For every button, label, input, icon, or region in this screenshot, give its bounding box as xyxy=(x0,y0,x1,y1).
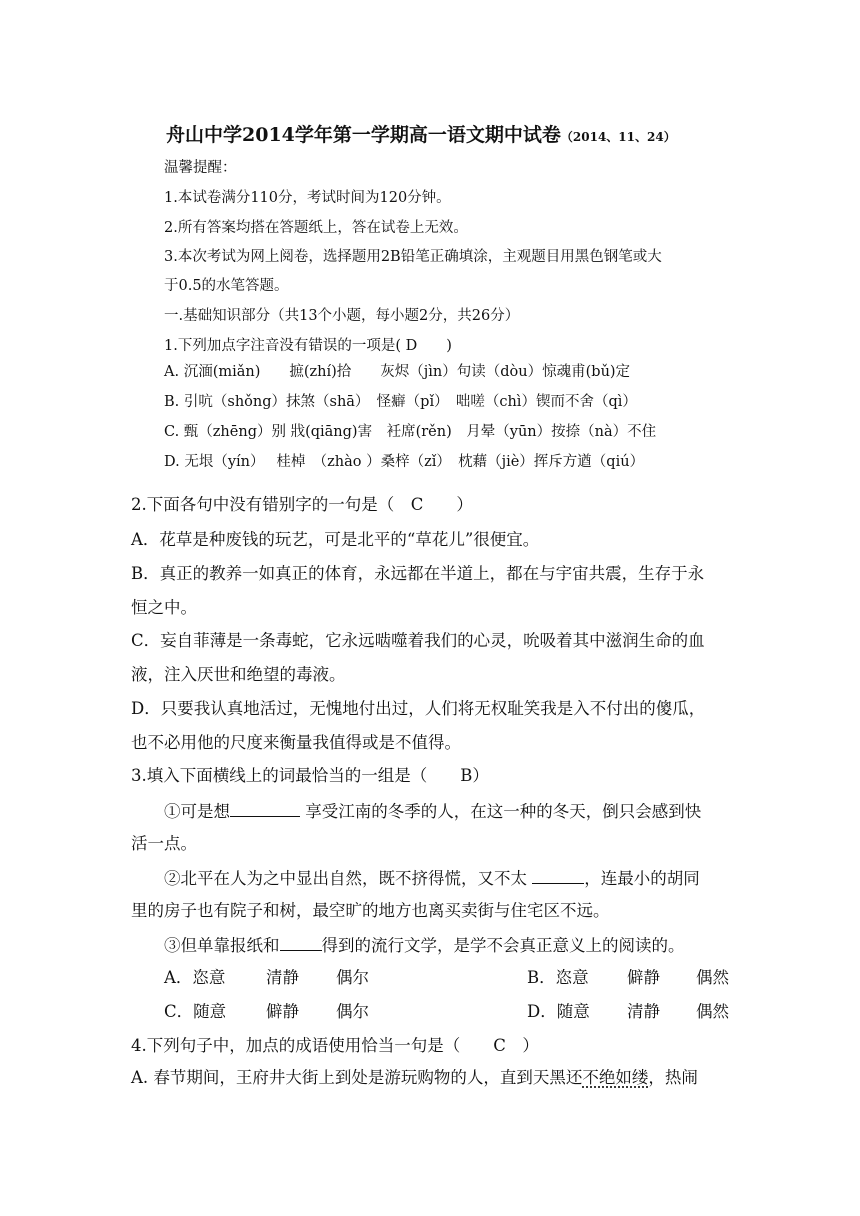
choice-b-word-2: 僻静 xyxy=(627,968,660,987)
notice-item: 1.本试卷满分110分，考试时间为120分钟。 xyxy=(164,190,451,206)
question-2-option-b: B．真正的教养一如真正的体育，永远都在半道上，都在与宇宙共震，生存于永 xyxy=(131,564,705,583)
question-1-option-d: D. 无垠（yín） 桂棹 （zhào ）桑梓（zǐ） 枕藉（jiè）挥斥方遒（qiú） xyxy=(164,454,645,470)
question-3-choice-a: A．恣意 xyxy=(164,968,226,987)
question-1-option-b: B. 引吭（shǒng）抹煞（shā） 怪癖（pǐ） 咄嗟（chì）锲而不舍（qì） xyxy=(164,394,637,410)
fill-blank[interactable] xyxy=(230,801,300,817)
notice-item: 2.所有答案均搭在答题纸上，答在试卷上无效。 xyxy=(164,220,468,236)
question-4-stem: 4.下列句子中，加点的成语使用恰当一句是（ C ） xyxy=(131,1036,539,1055)
question-3-choice-b: B．恣意 xyxy=(527,968,589,987)
question-1-option-c: C. 甄（zhēng）别 戕(qiāng)害 衽席(rěn) 月晕（yūn）按捺（nà）不住 xyxy=(164,424,657,440)
question-1-stem: 1.下列加点字注音没有错误的一项是( D ) xyxy=(164,338,452,354)
notice-heading: 温馨提醒： xyxy=(164,160,237,176)
question-3-sentence-3: ③但单靠报纸和 得到的流行文学，是学不会真正意义上的阅读的。 xyxy=(164,936,685,955)
exam-date: （2014、11、24） xyxy=(560,130,676,144)
question-2-option-c: C．妄自菲薄是一条毒蛇，它永远啮噬着我们的心灵，吮吸着其中滋润生命的血 xyxy=(131,631,705,650)
choice-b-word-3: 偶然 xyxy=(696,968,729,987)
question-4-option-a: A. 春节期间，王府井大街上到处是游玩购物的人，直到天黑还不绝如缕，热闹 xyxy=(131,1068,698,1087)
question-2-option-b-cont: 恒之中。 xyxy=(131,598,197,617)
question-3-sentence-1-cont: 活一点。 xyxy=(131,834,197,853)
choice-c-word-3: 偶尔 xyxy=(336,1002,369,1021)
question-3-sentence-2-cont: 里的房子也有院子和树，最空旷的地方也离买卖街与住宅区不远。 xyxy=(131,901,610,920)
choice-c-word-2: 僻静 xyxy=(266,1002,299,1021)
choice-a-word-3: 偶尔 xyxy=(336,968,369,987)
notice-item: 3.本次考试为网上阅卷，选择题用2B铅笔正确填涂，主观题目用黑色钢笔或大 xyxy=(164,249,662,265)
question-3-sentence-2: ②北平在人为之中显出自然，既不挤得慌，又不太 ，连最小的胡同 xyxy=(164,869,700,888)
question-1-option-a: A. 沉湎(miǎn) 摭(zhí)拾 灰烬（jìn）句读（dòu）惊魂甫(bǔ)定 xyxy=(164,364,631,380)
fill-blank[interactable] xyxy=(532,868,584,884)
question-3-choice-d: D．随意 xyxy=(527,1002,590,1021)
section-heading: 一.基础知识部分（共13个小题，每小题2分，共26分） xyxy=(164,308,520,324)
fill-blank[interactable] xyxy=(280,935,322,951)
question-3-stem: 3.填入下面横线上的词最恰当的一组是（ B） xyxy=(131,766,489,785)
page-title xyxy=(166,125,676,147)
dotted-idiom: 不绝如缕 xyxy=(582,1068,649,1087)
question-2-option-d: D．只要我认真地活过，无愧地付出过，人们将无权耻笑我是入不付出的傻瓜， xyxy=(131,699,706,718)
question-2-option-d-cont: 也不必用他的尺度来衡量我值得或是不值得。 xyxy=(131,733,461,752)
choice-a-word-2: 清静 xyxy=(266,968,299,987)
notice-item: 于0.5的水笔答题。 xyxy=(164,278,289,294)
question-2-stem: 2.下面各句中没有错别字的一句是（ C ） xyxy=(131,495,473,514)
choice-d-word-3: 偶然 xyxy=(696,1002,729,1021)
exam-title: 舟山中学2014学年第一学期高一语文期中试卷 xyxy=(166,124,561,146)
question-2-option-c-cont: 液，注入厌世和绝望的毒液。 xyxy=(131,665,346,684)
question-3-sentence-1: ①可是想 享受江南的冬季的人，在这一种的冬天，倒只会感到快 xyxy=(164,802,702,821)
question-3-choice-c: C．随意 xyxy=(164,1002,227,1021)
choice-d-word-2: 清静 xyxy=(627,1002,660,1021)
question-2-option-a: A．花草是种废钱的玩艺，可是北平的“草花儿”很便宜。 xyxy=(131,530,540,549)
